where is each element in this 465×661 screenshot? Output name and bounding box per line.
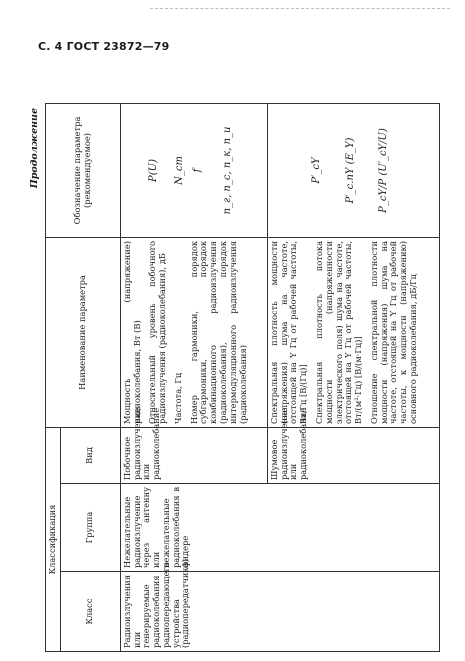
symbol-header: Обозначение параметра (рекомендуемое) — [46, 103, 121, 237]
continuation-label: Продолжение — [29, 108, 40, 189]
param-text: Относительный уровень побочного радиоизлучения (радиоколебания), дБ — [147, 240, 168, 424]
symbol-text: P_cY/P (U′_cY/U) — [378, 128, 390, 213]
top-rule — [150, 8, 450, 9]
params-cell-spurious — [120, 237, 267, 427]
param-text: Отношение спектральной плотности мощности (напряжения) шума на частоте, отстоящей на Y Гц от рабочей частоты, к мощности (напряжению) основного радиоколебания, дБ/Гц — [368, 240, 418, 424]
symbol-text: N_ст — [174, 156, 185, 185]
kind-header: Вид — [60, 427, 120, 483]
symbol-text: n_г, n_с, n_к, n_и — [221, 126, 233, 215]
kind-cell-spurious: Побочное радиоизлучение или радиоколебание — [120, 427, 267, 483]
param-text: Спектральная плотность потока мощности (напряженности электрического поля) шума на частоте, отстоящей на Y Гц от рабочей частоты, Вт/(м²·Гц) [В/(м·Гц)] — [313, 240, 364, 424]
param-text: Частота, Гц — [172, 372, 183, 424]
page-header: С. 4 ГОСТ 23872—79 — [38, 40, 170, 53]
group-cell: Нежелательные радиоизлучение через антенну или нежелательные радиоколебания в фидере — [120, 484, 439, 572]
kind-cell-noise: Шумовое радиоизлучение или радиоколебание — [267, 427, 439, 483]
symbol-text: f — [191, 168, 203, 173]
symbol-text: P′_cY — [310, 157, 322, 184]
param-text: Мощность (напряжение) радиоколебания, Вт (В) — [121, 240, 142, 424]
symbols-cell-noise — [267, 103, 439, 237]
symbol-text: P′_c.пY (E_Y) — [344, 137, 356, 204]
name-header: Наименование параметра — [46, 237, 121, 427]
classification-header: Классификация — [46, 427, 61, 651]
symbol-text: P(U) — [148, 158, 160, 182]
param-text: Номер гармоники, порядок субгармоники, порядок комбинационного радиоизлучения (радиоколебания), порядок интермодуляционного радиоизлучения (радиоколебания) — [188, 240, 248, 424]
rotated-table-container — [29, 104, 440, 652]
param-text: Спектральная плотность мощности (напряжения) шума на частоте, отстоящей на Y Гц от рабочей частоты, Вт/Гц [В/(Гц)] — [268, 240, 309, 424]
parameters-table — [45, 103, 440, 652]
class-cell: Радиоизлучения или генерируемые радиоколебания радиопередающего устройства (радиопередатчика) — [120, 572, 439, 652]
group-header: Группа — [60, 484, 120, 572]
class-header: Класс — [60, 572, 120, 652]
params-cell-noise — [267, 237, 439, 427]
symbols-cell-spurious — [120, 103, 267, 237]
